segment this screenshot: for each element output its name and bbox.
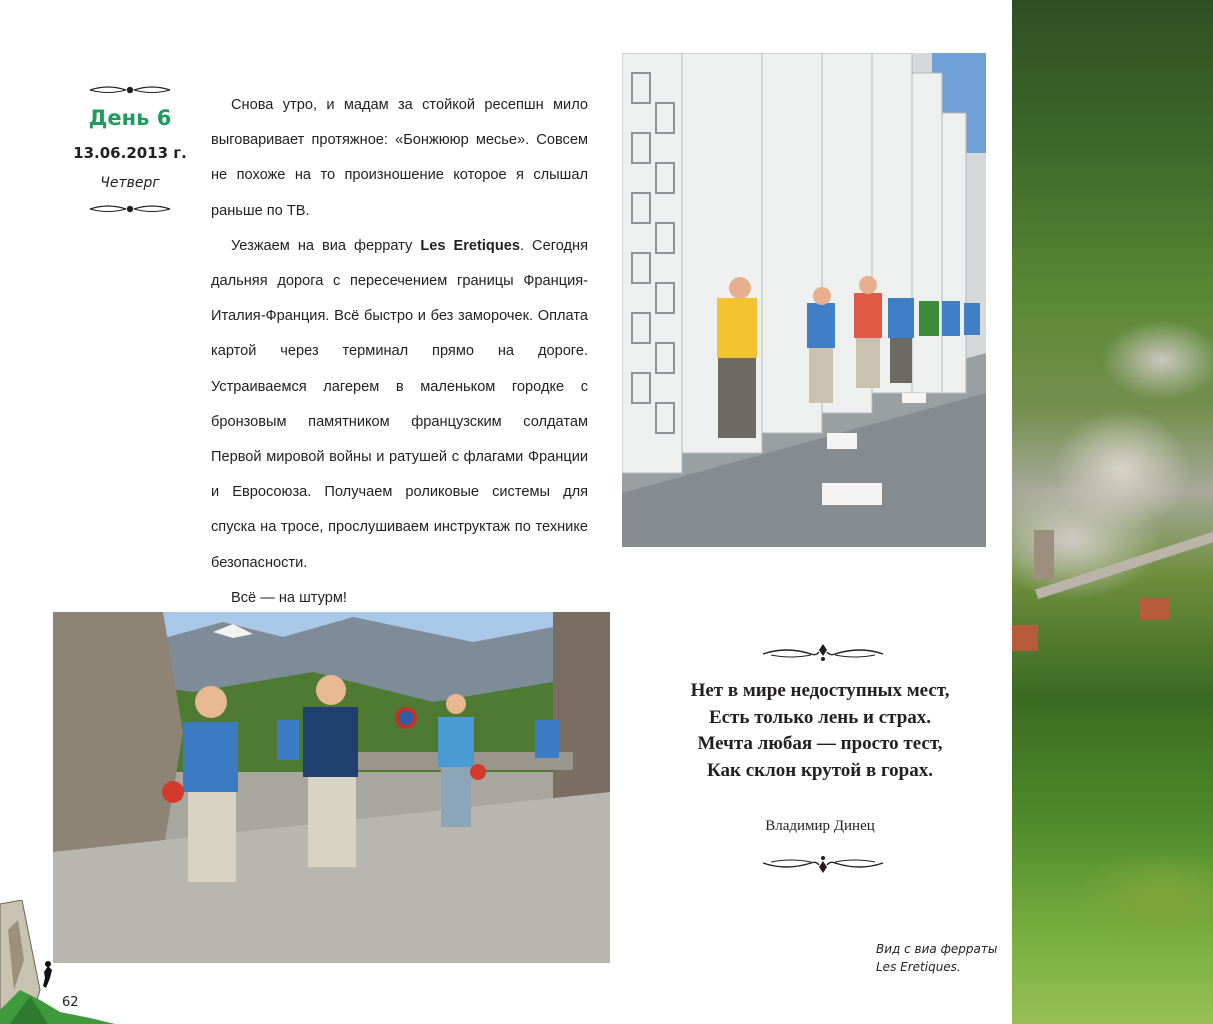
poem-line: Нет в мире недоступных мест, bbox=[690, 680, 950, 701]
header-bottom-ornament bbox=[88, 202, 172, 216]
side-landscape-photo bbox=[1012, 0, 1213, 1024]
paragraph-3: Всё — на штурм! bbox=[231, 589, 347, 606]
building-scene bbox=[622, 53, 986, 547]
poem-line: Есть только лень и страх. bbox=[708, 706, 932, 728]
climber-illustration bbox=[0, 900, 115, 1024]
body-text bbox=[211, 88, 588, 616]
group-photo-building bbox=[622, 53, 986, 547]
poem-line: Мечта любая — просто тест, bbox=[697, 733, 943, 754]
poem-bottom-ornament bbox=[761, 855, 885, 875]
via-ferrata-name: Les Eretiques bbox=[420, 237, 520, 254]
hikers-photo-mountain-road bbox=[53, 612, 610, 963]
poem-line: Как склон крутой в горах. bbox=[707, 759, 933, 781]
day-weekday: Четверг bbox=[100, 175, 160, 191]
poem-author: Владимир Динец bbox=[765, 818, 875, 834]
paragraph-2 bbox=[211, 229, 588, 581]
paragraph-2-start: Уезжаем на виа феррату bbox=[231, 237, 421, 254]
caption-line-2: Les Eretiques. bbox=[876, 960, 961, 974]
paragraph-1: Снова утро, и мадам за стойкой ресепшн мило выговаривает протяжное: «Бонжююр месье». Совсем не похоже на то произношение которое я слышал раньше по ТВ. bbox=[211, 97, 588, 219]
caption-line-1: Вид с виа ферраты bbox=[876, 942, 998, 956]
day-date: 13.06.2013 г. bbox=[73, 144, 187, 162]
mountain-road-scene bbox=[53, 612, 610, 963]
day-title: День 6 bbox=[88, 106, 172, 130]
header-top-ornament bbox=[88, 83, 172, 97]
paragraph-2-end: . Сегодня дальняя дорога с пересечением границы Франция-Италия-Франция. Всё быстро и без заморочек. Оплата картой через терминал прямо на дороге. Устраиваемся лагерем в маленьком городке с бронзовым памятником французским солдатам Первой мировой войны и ратушей с флагами Франции и Евросоюза. Получаем роликовые системы для спуска на тросе, прослушиваем инструктаж по технике безопасности. bbox=[211, 237, 588, 571]
page-number: 62 bbox=[62, 995, 79, 1010]
poem-top-ornament bbox=[761, 642, 885, 662]
photo-caption bbox=[876, 940, 1011, 976]
poem bbox=[640, 678, 1000, 784]
